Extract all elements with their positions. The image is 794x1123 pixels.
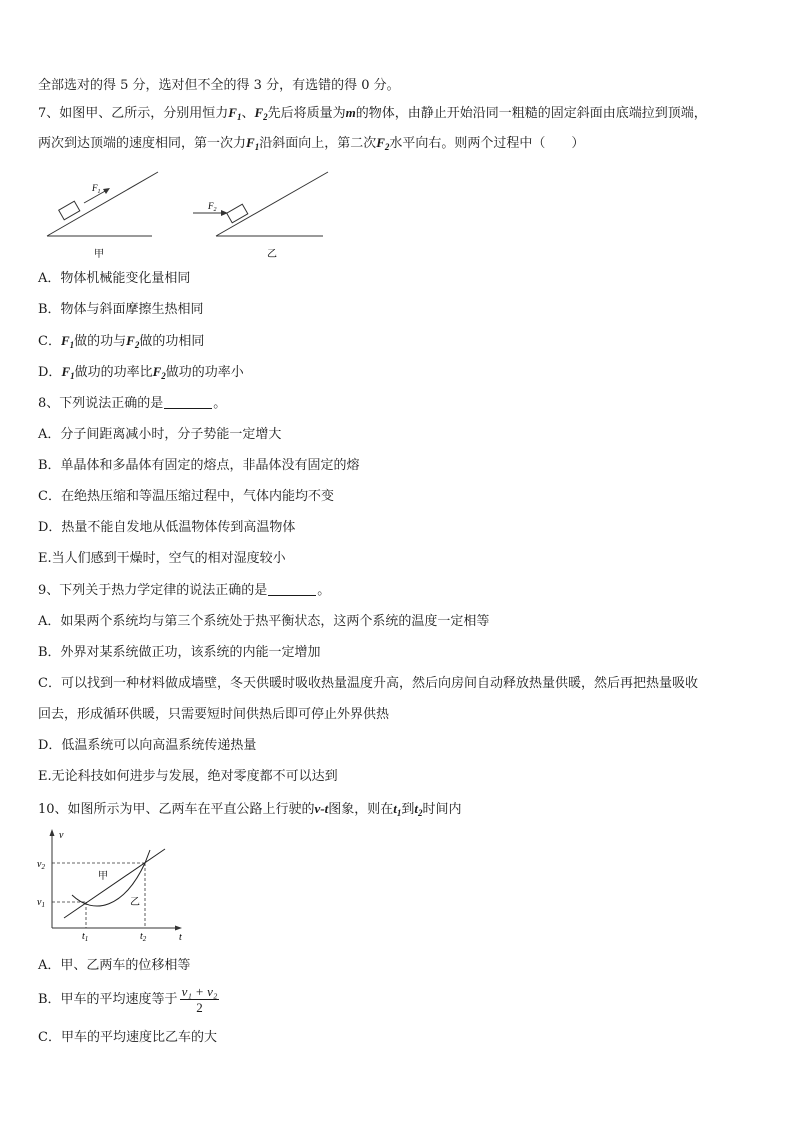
left-incline-line: [47, 172, 158, 236]
q6-scoring-note: 全部选对的得 5 分，选对但不全的得 3 分，有选错的得 0 分。: [38, 78, 400, 93]
q10-option-c[interactable]: C．甲车的平均速度比乙车的大: [38, 1030, 217, 1045]
q10-stem: 10、如图所示为甲、乙两车在平直公路上行驶的v-t图象，则在$t_1$到$t_2$时间内: [38, 801, 462, 818]
v1-label: $v_1$: [37, 897, 45, 909]
q7-incline-figure: [40, 165, 340, 265]
q9-option-e[interactable]: E.无论科技如何进步与发展，绝对零度都不可以达到: [38, 769, 338, 784]
line-jia: [64, 849, 165, 918]
q10-vt-graph: [34, 826, 194, 944]
t2-label: $t_2$: [140, 931, 147, 943]
q9-answer-blank[interactable]: [268, 583, 316, 596]
q9-option-c-line2[interactable]: 回去，形成循环供暖，只需要短时间供热后即可停止外界供热: [38, 707, 390, 722]
q10-option-b[interactable]: B．甲车的平均速度等于 $\frac{\text{v₁ + v₂}}{2}$: [38, 984, 218, 1015]
q8-answer-blank[interactable]: [164, 396, 212, 409]
q7-option-d[interactable]: D．$F_1$做功的功率比$F_2$做功的功率小: [38, 364, 244, 381]
label-yi: 乙: [267, 249, 277, 260]
label-yi-graph: 乙: [130, 897, 140, 908]
q10-option-a[interactable]: A．甲、乙两车的位移相等: [38, 958, 191, 973]
q8-option-a[interactable]: A．分子间距离减小时，分子势能一定增大: [38, 427, 282, 442]
left-block: [59, 201, 80, 220]
q9-option-d[interactable]: D．低温系统可以向高温系统传递热量: [38, 738, 257, 753]
q7-stem-line2: 两次到达顶端的速度相同，第一次力$F_1$沿斜面向上，第二次$F_2$水平向右。则两个过程中（ ）: [38, 135, 585, 152]
q8-option-b[interactable]: B．单晶体和多晶体有固定的熔点，非晶体没有固定的熔: [38, 458, 360, 473]
q8-option-c[interactable]: C．在绝热压缩和等温压缩过程中，气体内能均不变: [38, 489, 334, 504]
q9-option-a[interactable]: A．如果两个系统均与第三个系统处于热平衡状态，这两个系统的温度一定相等: [38, 614, 490, 629]
q9-option-b[interactable]: B．外界对某系统做正功，该系统的内能一定增加: [38, 645, 321, 660]
q7-option-b[interactable]: B．物体与斜面摩擦生热相同: [38, 302, 204, 317]
v-axis-label: v: [59, 830, 64, 841]
t-axis-label: t: [179, 932, 182, 943]
right-force-label: $F_2$: [208, 201, 217, 213]
q7-stem-line1: 7、如图甲、乙所示，分别用恒力$F_1$、$F_2$先后将质量为m的物体，由静止开始沿同一粗糙的固定斜面由底端拉到顶端，: [38, 105, 707, 122]
label-jia: 甲: [94, 249, 104, 260]
right-incline-line: [216, 172, 328, 236]
t1-label: $t_1$: [82, 931, 89, 943]
q8-stem: 8、下列说法正确的是 。: [38, 396, 227, 411]
label-jia-graph: 甲: [98, 871, 108, 882]
q7-option-a[interactable]: A．物体机械能变化量相同: [38, 271, 191, 286]
v2-label: $v_2$: [37, 859, 45, 871]
q7-option-c[interactable]: C．$F_1$做的功与$F_2$做的功相同: [38, 333, 205, 350]
q8-option-d[interactable]: D．热量不能自发地从低温物体传到高温物体: [38, 520, 296, 535]
q8-option-e[interactable]: E.当人们感到干燥时，空气的相对湿度较小: [38, 551, 286, 566]
q9-option-c-line1[interactable]: C．可以找到一种材料做成墙壁，冬天供暖时吸收热量温度升高，然后向房间自动释放热量供暖，然后再把热量吸收: [38, 676, 698, 691]
left-force-label: $F_1$: [92, 183, 101, 195]
average-velocity-fraction: $\frac{\text{v₁ + v₂}}{2}$: [181, 984, 218, 1015]
q9-stem: 9、下列关于热力学定律的说法正确的是 。: [38, 583, 331, 598]
